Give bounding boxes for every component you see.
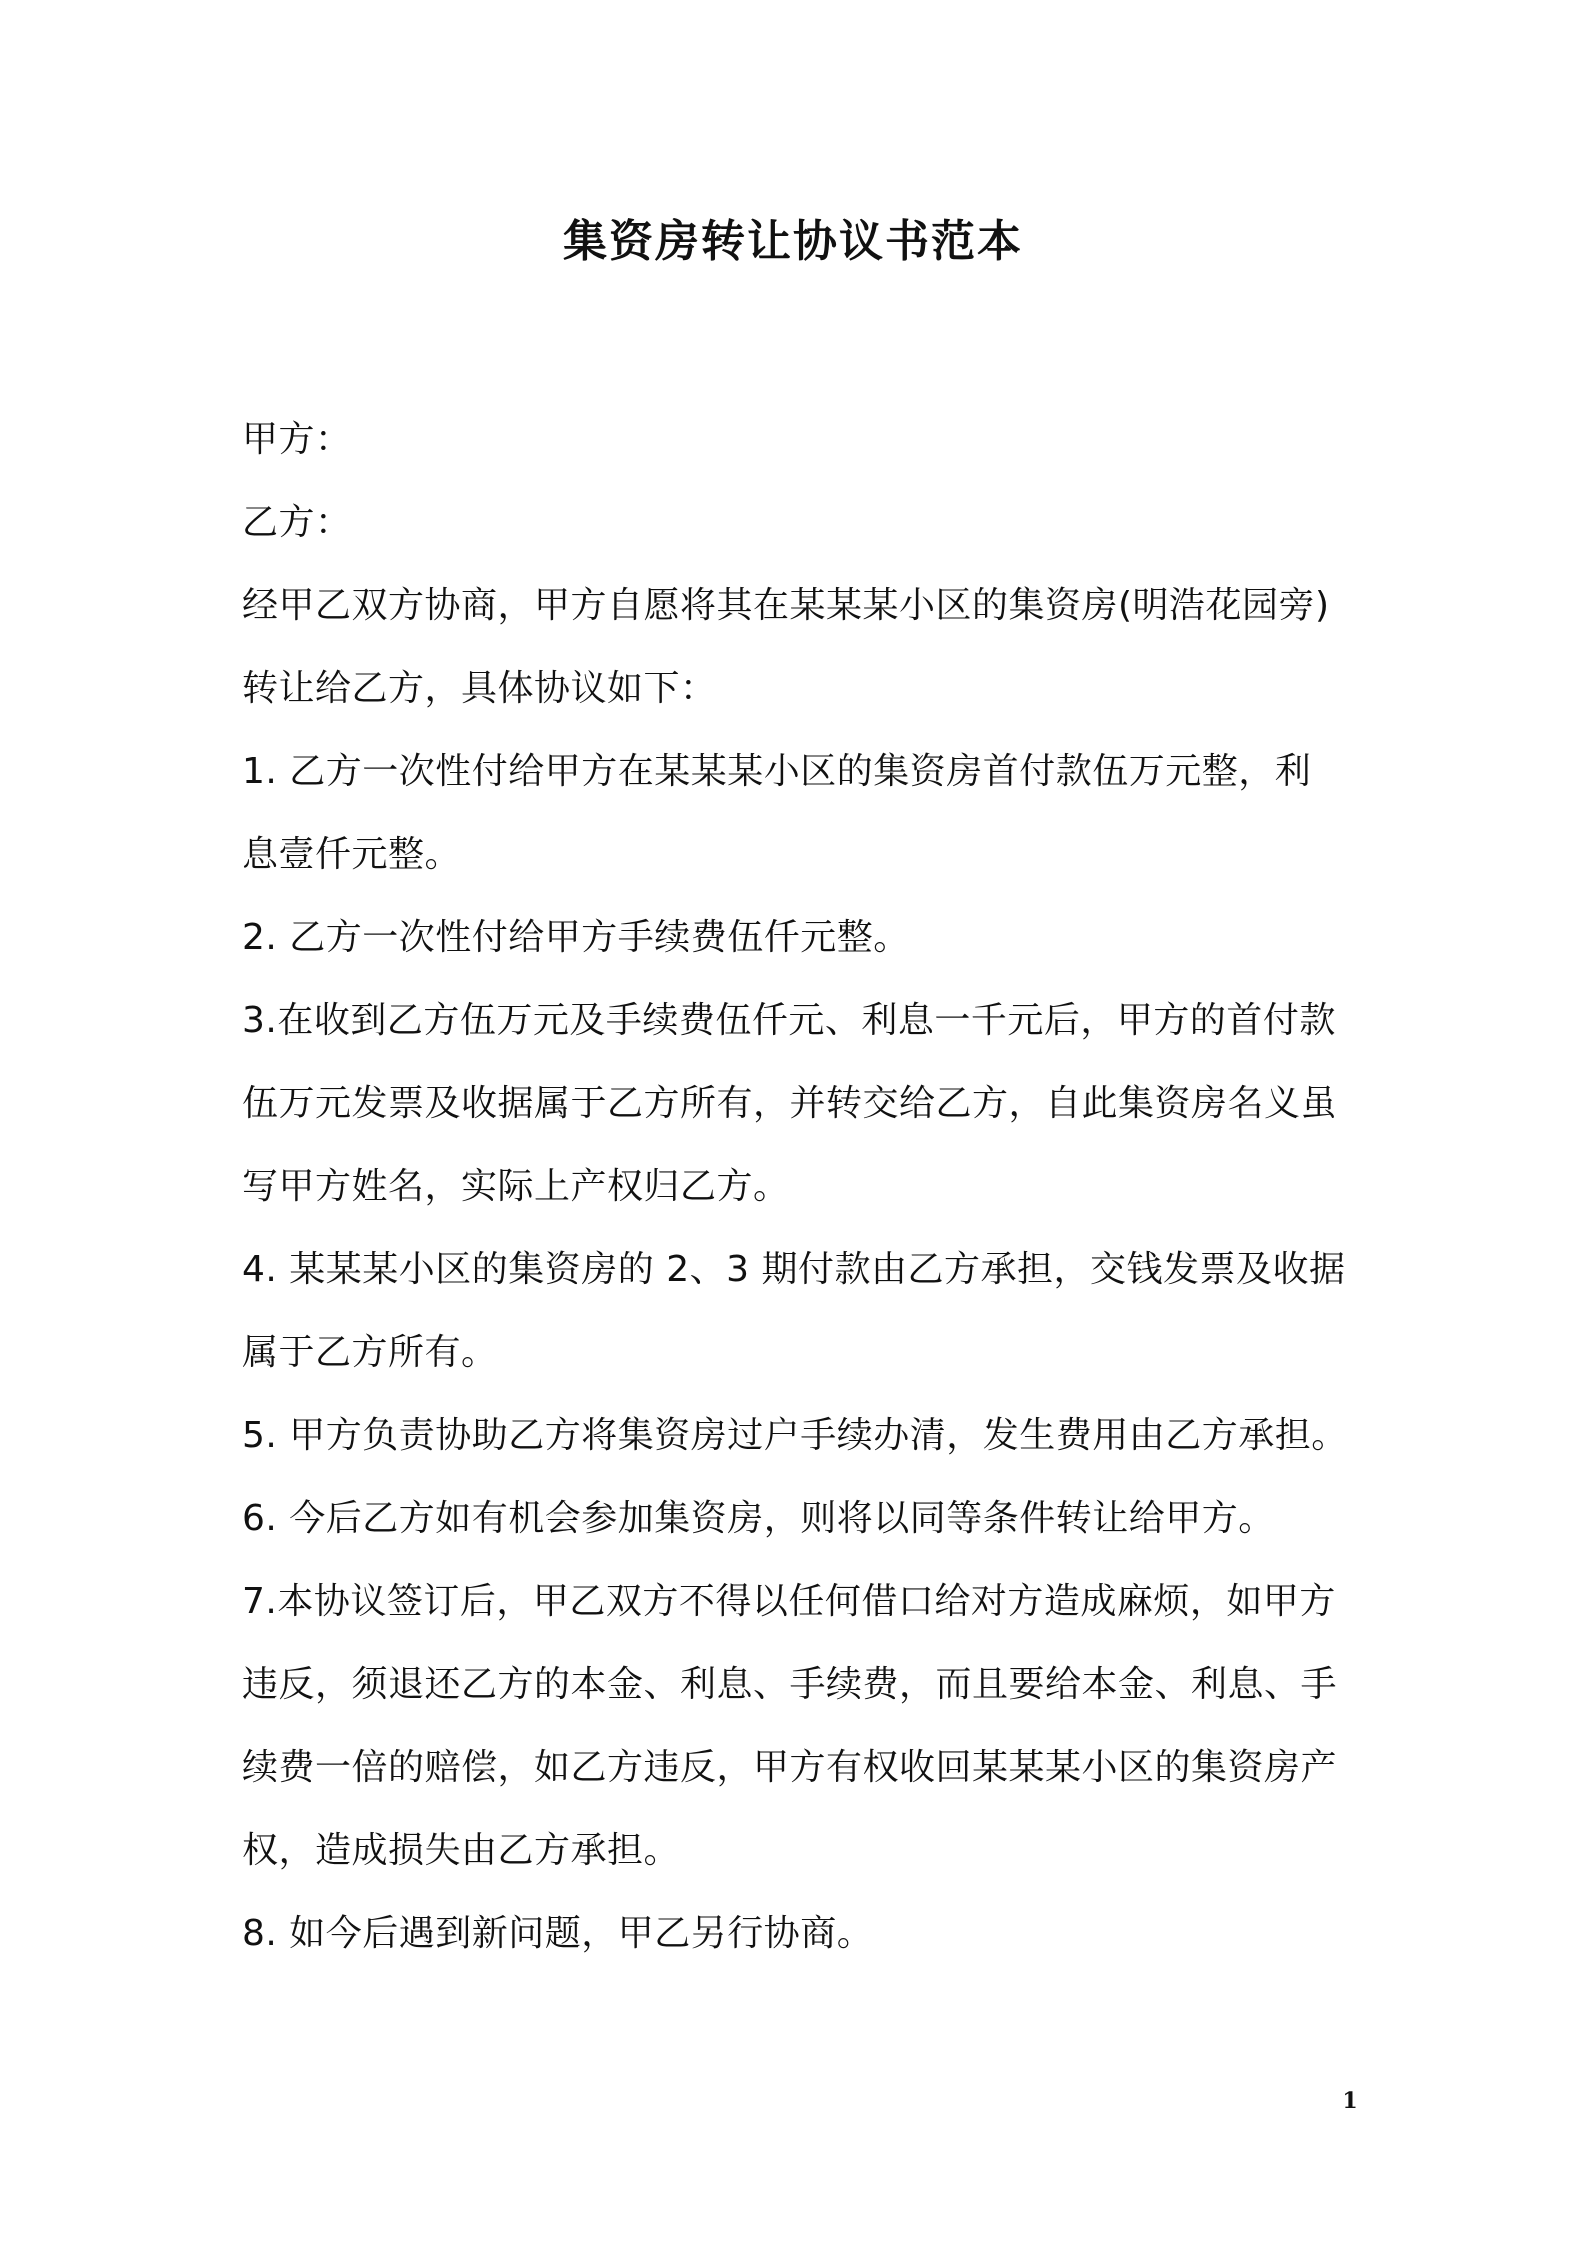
clause-4-line: 4. 某某某小区的集资房的 2、3 期付款由乙方承担，交钱发票及收据 xyxy=(242,1249,1346,1290)
document-body xyxy=(242,398,1362,1975)
party-a-line: 甲方： xyxy=(242,419,352,460)
clause-3-line: 伍万元发票及收据属于乙方所有，并转交给乙方，自此集资房名义虽 xyxy=(242,1083,1338,1124)
clause-7-line: 7.本协议签订后，甲乙双方不得以任何借口给对方造成麻烦，如甲方 xyxy=(242,1581,1336,1622)
page-number: 1 xyxy=(1342,2088,1358,2114)
clause-7-line: 违反，须退还乙方的本金、利息、手续费，而且要给本金、利息、手 xyxy=(242,1664,1338,1705)
clause-1-line: 1. 乙方一次性付给甲方在某某某小区的集资房首付款伍万元整，利 xyxy=(242,751,1312,792)
clause-3-line: 3.在收到乙方伍万元及手续费伍仟元、利息一千元后，甲方的首付款 xyxy=(242,1000,1336,1041)
document-title: 集资房转让协议书范本 xyxy=(563,216,1023,267)
intro-line: 转让给乙方，具体协议如下： xyxy=(242,668,717,709)
party-b-line: 乙方： xyxy=(242,502,352,543)
clause-7-line: 续费一倍的赔偿，如乙方违反，甲方有权收回某某某小区的集资房产 xyxy=(242,1747,1338,1788)
intro-line: 经甲乙双方协商，甲方自愿将其在某某某小区的集资房(明浩花园旁) xyxy=(242,585,1330,626)
clause-6-line: 6. 今后乙方如有机会参加集资房，则将以同等条件转让给甲方。 xyxy=(242,1498,1275,1539)
clause-7-line: 权，造成损失由乙方承担。 xyxy=(242,1830,681,1871)
clause-8-line: 8. 如今后遇到新问题，甲乙另行协商。 xyxy=(242,1913,874,1954)
clause-2-line: 2. 乙方一次性付给甲方手续费伍仟元整。 xyxy=(242,917,910,958)
clause-3-line: 写甲方姓名，实际上产权归乙方。 xyxy=(242,1166,790,1207)
clause-5-line: 5. 甲方负责协助乙方将集资房过户手续办清，发生费用由乙方承担。 xyxy=(242,1415,1348,1456)
clause-1-line: 息壹仟元整。 xyxy=(242,834,462,875)
clause-4-line: 属于乙方所有。 xyxy=(242,1332,498,1373)
